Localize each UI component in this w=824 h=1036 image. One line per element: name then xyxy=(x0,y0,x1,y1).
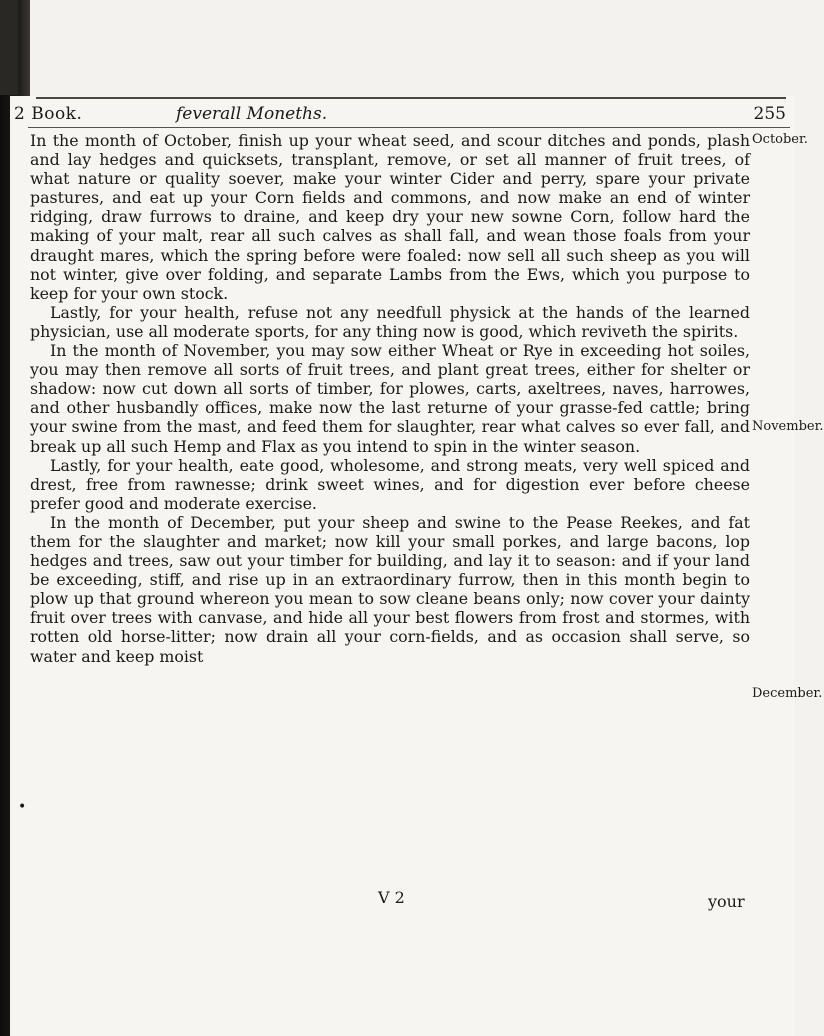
margin-note-november: November. xyxy=(752,419,824,434)
margin-note-december: December. xyxy=(752,686,823,701)
top-rule xyxy=(36,97,786,99)
page-header xyxy=(14,104,788,126)
margin-note-october: October. xyxy=(752,132,808,147)
margin-dot: • xyxy=(18,799,27,815)
paragraph-december: In the month of December, put your sheep and swine to the Pease Reekes, and fat them for the slaughter and market; now kill your small porkes, and large bacons, lop hedges and trees, saw out your timber for building, and lay it to season: and if your land be exceeding, stiff, and rise up in an extraordinary furrow, then in this month begin to plow up that ground whereon you mean to sow cleane beans only; now cover your dainty fruit over trees with canvase, and hide all your best flowers from frost and stormes, with rotten old horse-litter; now drain all your corn-fields, and as occasion shall serve, so water and keep moist xyxy=(30,512,750,666)
running-title: feverall Moneths. xyxy=(176,104,328,124)
page-number: 255 xyxy=(753,104,786,124)
paragraph-october-health: Lastly, for your health, refuse not any needfull physick at the hands of the learned physician, use all moderate sports, for any thing now is good, which reviveth the spirits. xyxy=(30,302,750,341)
signature-mark: V 2 xyxy=(378,888,405,907)
paragraph-november: In the month of November, you may sow either Wheat or Rye in exceeding hot soiles, you may then remove all sorts of fruit trees, and plant great trees, either for shelter or shadow: now cut down all sorts of timber, for plowes, carts, axeltrees, naves, harrowes, and other husbandly offices, make now the last returne of your grasse-fed cattle; bring your swine from the mast, and feed them for slaughter, rear what calves so ever fall, and break up all such Hemp and Flax as you intend to spin in the winter season. xyxy=(30,341,750,456)
catchword: your xyxy=(708,892,745,911)
paragraph-november-health: Lastly, for your health, eate good, wholesome, and strong meats, very well spiced and drest, free from rawnesse; drink sweet wines, and for digestion ever before cheese prefer good and moderate exercise. xyxy=(30,455,750,513)
body-text xyxy=(30,131,750,666)
book-label: 2 Book. xyxy=(14,104,83,124)
header-rule xyxy=(28,127,790,128)
paragraph-october: In the month of October, finish up your wheat seed, and scour ditches and ponds, plash and lay hedges and quicksets, transplant, remove, or set all manner of fruit trees, of what nature or quality soever, make your winter Cider and perry, spare your private pastures, and eat up your Corn fields and commons, and now make an end of winter ridging, draw furrows to draine, and keep dry your new sowne Corn, follow hard the making of your malt, rear all such calves as shall fall, and wean those foals from your draught mares, which the spring before were foaled: now sell all such sheep as you will not winter, give over folding, and separate Lambs from the Ews, which you purpose to keep for your own stock. xyxy=(30,131,750,303)
scan-edge-shadow xyxy=(0,0,18,95)
